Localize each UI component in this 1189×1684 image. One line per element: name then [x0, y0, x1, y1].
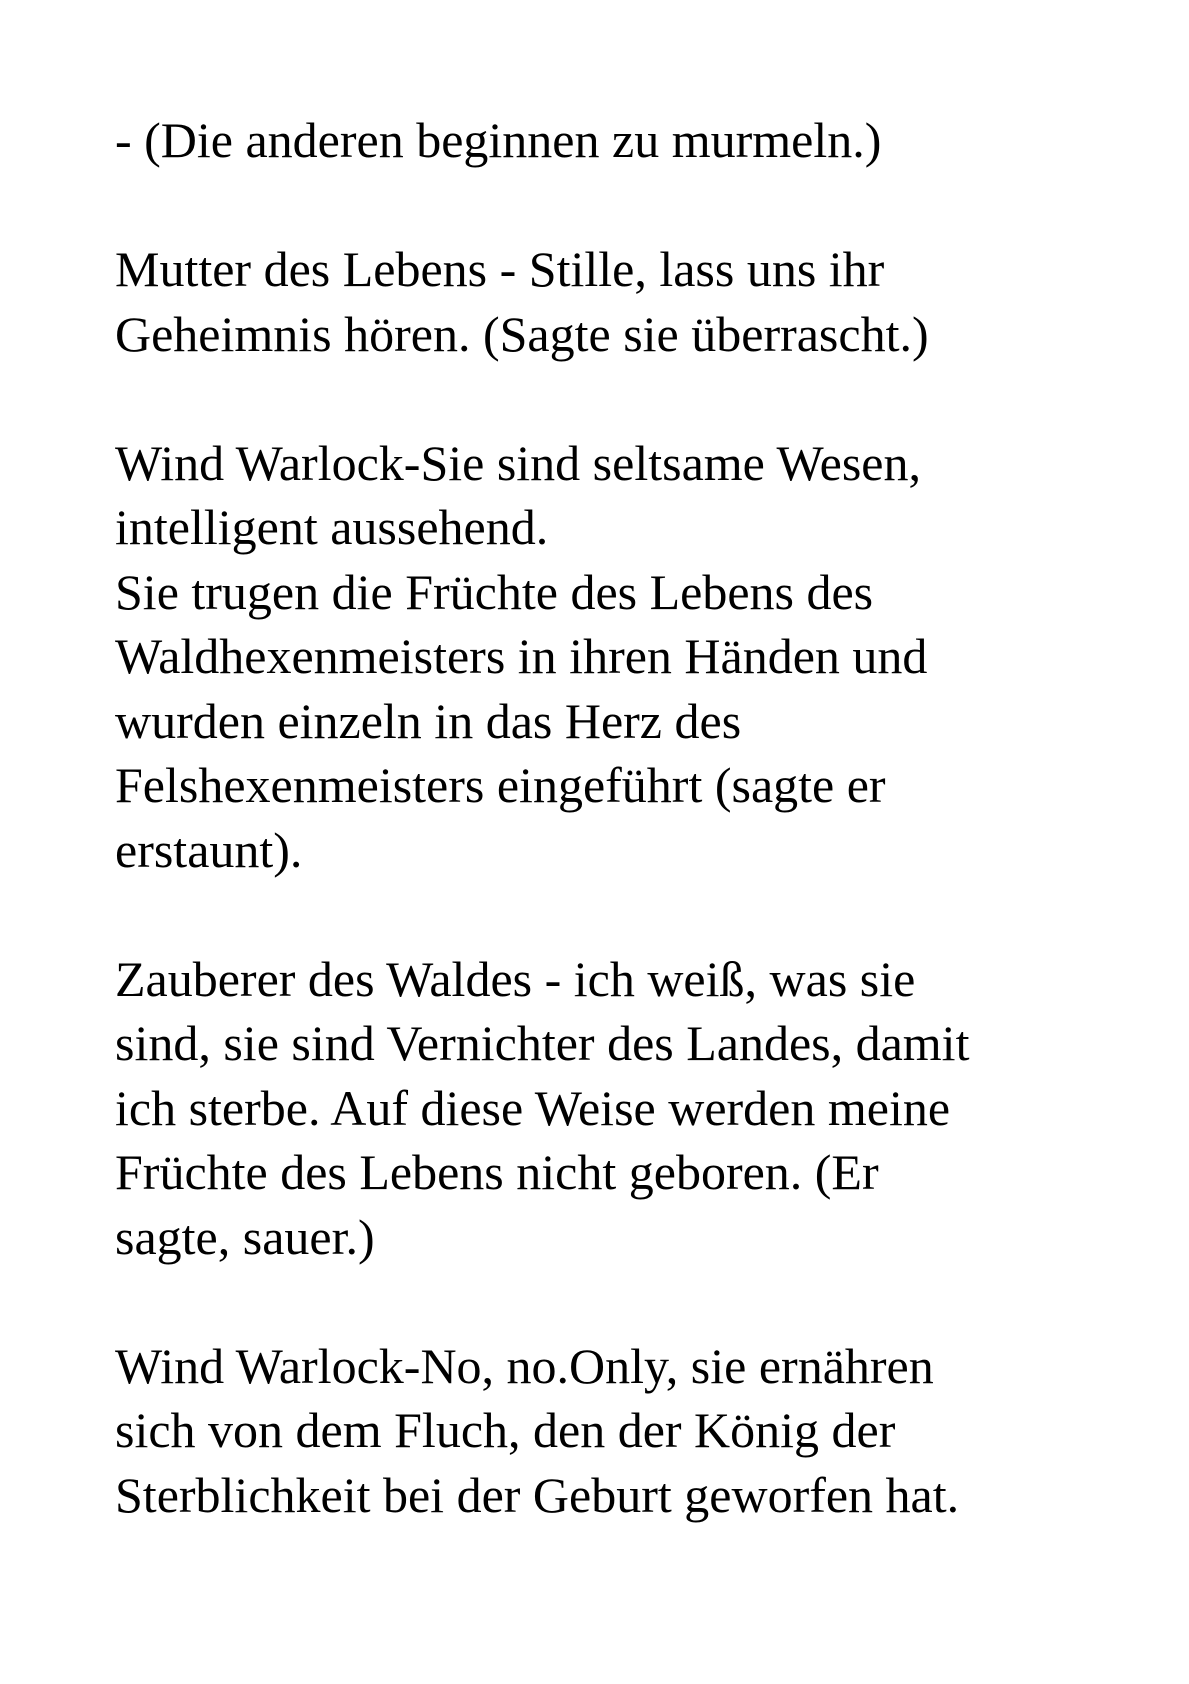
text-line: Sie trugen die Früchte des Lebens des — [115, 563, 874, 620]
text-line: Wind Warlock-No, no.Only, sie ernähren — [115, 1337, 934, 1394]
text-line: Mutter des Lebens - Stille, lass uns ihr — [115, 241, 885, 297]
text-line: Früchte des Lebens nicht geboren. (Er — [115, 1144, 879, 1200]
text-line: sind, sie sind Vernichter des Landes, damit — [115, 1015, 970, 1071]
text-line: ich sterbe. Auf diese Weise werden meine — [115, 1079, 951, 1136]
paragraph-4 — [115, 947, 1115, 1270]
paragraph-2 — [115, 237, 1115, 366]
text-line: Sterblichkeit bei der Geburt geworfen hat. — [115, 1466, 960, 1523]
text-line: Waldhexenmeisters in ihren Händen und — [115, 628, 928, 684]
document-body — [115, 108, 1115, 1592]
text-line: sich von dem Fluch, den der König der — [115, 1402, 896, 1458]
text-line: - (Die anderen beginnen zu murmeln.) — [115, 112, 882, 168]
text-line: Geheimnis hören. (Sagte sie überrascht.) — [115, 305, 929, 362]
text-line: wurden einzeln in das Herz des — [115, 692, 742, 749]
paragraph-5 — [115, 1334, 1115, 1528]
text-line: sagte, sauer.) — [115, 1208, 375, 1265]
text-line: Felshexenmeisters eingeführt (sagte er — [115, 757, 886, 813]
paragraph-3 — [115, 431, 1115, 883]
text-line: erstaunt). — [115, 821, 303, 878]
text-line: intelligent aussehend. — [115, 499, 549, 555]
text-line: Wind Warlock-Sie sind seltsame Wesen, — [115, 434, 921, 491]
paragraph-1 — [115, 108, 1115, 173]
text-line: Zauberer des Waldes - ich weiß, was sie — [115, 950, 916, 1007]
